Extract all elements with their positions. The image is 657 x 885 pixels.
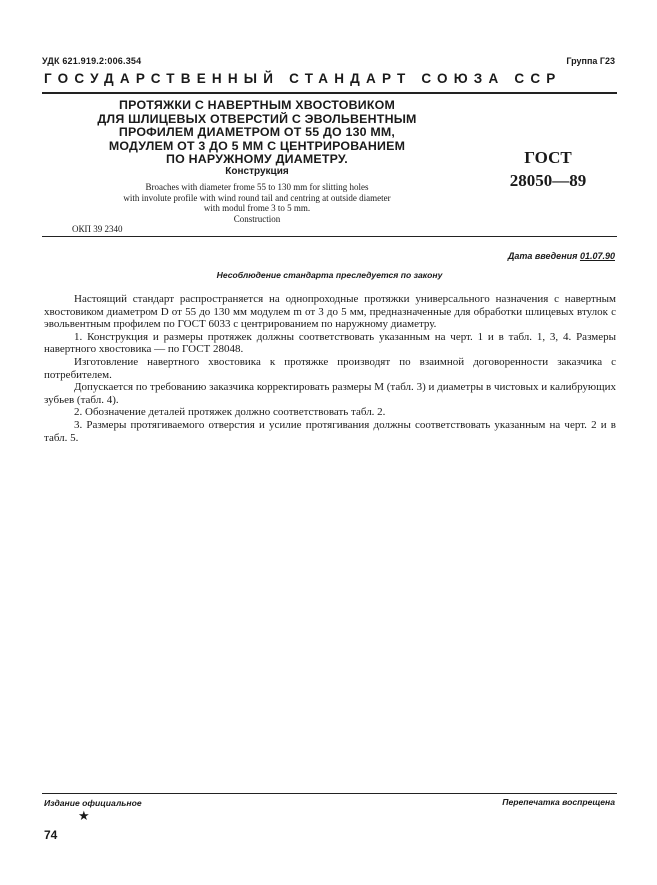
title-line: ПРОТЯЖКИ С НАВЕРТНЫМ ХВОСТОВИКОМ bbox=[119, 98, 395, 112]
intro-date-value: 01.07.90 bbox=[579, 251, 615, 261]
group-code: Группа Г23 bbox=[566, 56, 615, 66]
body-paragraph: 2. Обозначение деталей протяжек должно соответствовать табл. 2. bbox=[74, 406, 386, 419]
intro-date-label: Дата введения bbox=[507, 251, 578, 261]
body-paragraph: 3. Размеры протягиваемого отверстия и усилие протягивания должны соответствовать указанным на черт. 2 и в табл. 5. bbox=[44, 418, 616, 444]
document-title bbox=[92, 99, 422, 167]
english-title-line: with involute profile with wind round tail and centring at outside diameter bbox=[123, 192, 391, 203]
english-title-line: with modul frome 3 to 5 mm. bbox=[203, 203, 311, 214]
intro-date bbox=[508, 251, 615, 261]
footer-rule bbox=[42, 793, 617, 794]
title-line: ПРОФИЛЕМ ДИАМЕТРОМ ОТ 55 ДО 130 ММ, bbox=[118, 125, 396, 140]
violation-notice: Несоблюдение стандарта преследуется по закону bbox=[216, 270, 443, 280]
body-paragraph: Допускается по требованию заказчика корректировать размеры M (табл. 3) и диаметры в чистовых и калибрующих зубьев (табл. 4). bbox=[44, 381, 616, 406]
english-title-line: Construction bbox=[233, 213, 281, 224]
title-subtitle: Конструкция bbox=[225, 166, 289, 177]
body-text bbox=[44, 293, 616, 444]
english-title bbox=[82, 182, 432, 224]
gost-designation bbox=[488, 146, 608, 192]
gost-label: ГОСТ bbox=[524, 148, 572, 167]
page-number: 74 bbox=[44, 828, 58, 842]
gost-number: 28050—89 bbox=[509, 171, 587, 190]
english-title-line: Broaches with diameter frome 55 to 130 mm for slitting holes bbox=[145, 182, 369, 192]
official-edition: Издание официальное bbox=[44, 798, 142, 808]
header-rule bbox=[42, 92, 617, 94]
okp-code: ОКП 39 2340 bbox=[72, 224, 123, 234]
state-standard-heading: ГОСУДАРСТВЕННЫЙ СТАНДАРТ СОЮЗА ССР bbox=[44, 71, 562, 86]
reprint-forbidden: Перепечатка воспрещена bbox=[502, 797, 615, 807]
body-paragraph: Изготовление навертного хвостовика к протяжке производят по взаимной договоренности заказчика с потребителем. bbox=[44, 355, 616, 381]
body-paragraph: 1. Конструкция и размеры протяжек должны соответствовать указанным на черт. 1 и в табл. 1, 3, 4. Размеры навертного хвостовика — по ГОСТ 28048. bbox=[44, 330, 616, 356]
star-icon: ★ bbox=[78, 808, 90, 823]
title-rule bbox=[42, 236, 617, 237]
body-paragraph: Настоящий стандарт распространяется на однопроходные протяжки универсального назначения с навертным хвостовиком диаметром D от 55 до 130 мм модулем m от 3 до 5 мм, предназначенные для обработки шлицевых втулок с эвольвентным профилем по ГОСТ 6033 с центрированием по наружному диаметру. bbox=[44, 293, 616, 331]
title-line: МОДУЛЕМ ОТ 3 ДО 5 ММ С ЦЕНТРИРОВАНИЕМ bbox=[108, 138, 406, 153]
title-line: ПО НАРУЖНОМУ ДИАМЕТРУ. bbox=[166, 152, 348, 167]
title-line: ДЛЯ ШЛИЦЕВЫХ ОТВЕРСТИЙ С ЭВОЛЬВЕНТНЫМ bbox=[97, 111, 417, 126]
udk-code: УДК 621.919.2:006.354 bbox=[42, 56, 142, 66]
